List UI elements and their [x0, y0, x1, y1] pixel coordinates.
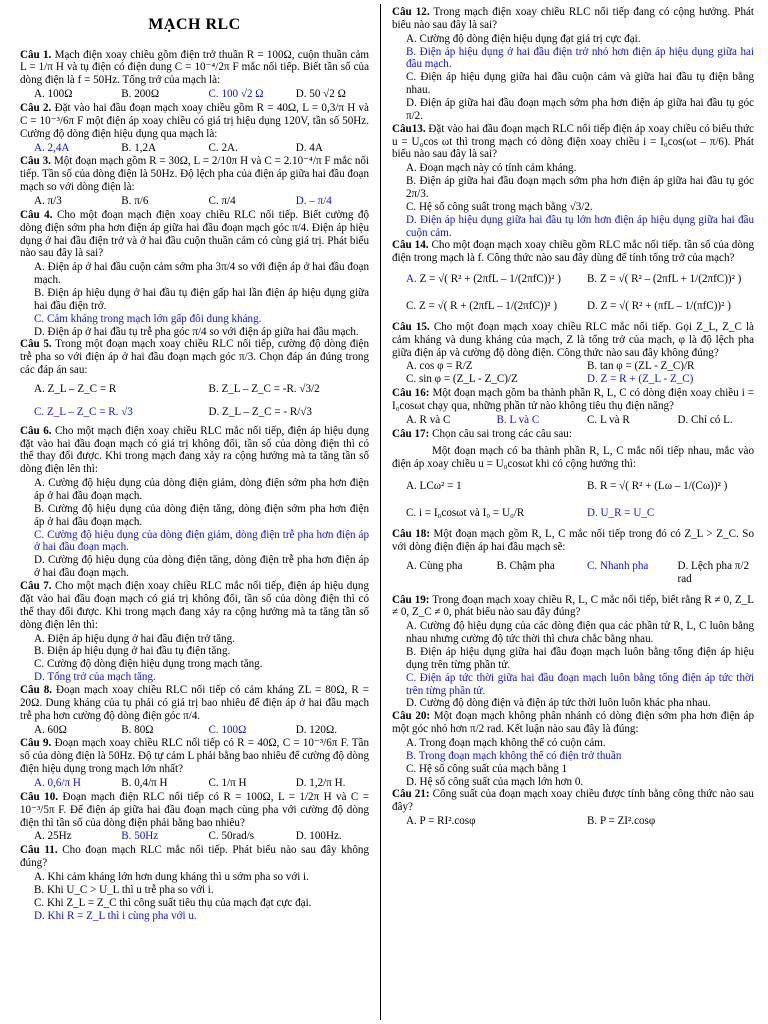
question-9	[20, 737, 369, 776]
question-19	[392, 594, 754, 620]
option-a: A. cos φ = R/Z	[406, 360, 473, 373]
option-a: A. 100Ω	[34, 88, 73, 101]
option-a: A. π/3	[34, 195, 62, 207]
option-b-answer: B. Điện áp hiệu dụng ở hai đầu điện trở nhỏ hơn điện áp hiệu dụng giữa hai đầu mạch.	[406, 45, 754, 71]
formula: Z = √( R² – (2πfL + 1/(2πfC))² )	[599, 273, 742, 286]
question-20	[392, 710, 754, 736]
question-number: Câu 7.	[20, 580, 52, 593]
option-c: C. 50rad/s	[208, 830, 255, 843]
options-1	[20, 88, 369, 101]
options-5	[20, 383, 369, 419]
options-9	[20, 777, 369, 790]
question-number: Câu 12.	[392, 6, 430, 18]
option-c: C. i = I₀cosωt và I₀ = U₀/R	[406, 507, 525, 520]
options-16	[392, 414, 754, 427]
question-8	[20, 684, 369, 723]
question-7	[20, 580, 369, 631]
option-b: B. Điện áp hiệu dụng ở hai đầu tụ điện tăng.	[34, 645, 231, 658]
option-d-answer: D. Tổng trở của mạch tăng.	[34, 671, 156, 684]
option-a: A. Cùng pha	[406, 559, 463, 572]
question-text: Một đoạn mạch gồm ba thành phần R, L, C có dòng điện xoay chiều i = I₀cosωt chạy qua, những phần tử nào không tiêu thụ điện năng?	[392, 387, 755, 413]
question-text: Cho một mạch điện xoay chiều RLC mắc nối tiếp, điện áp hiệu dụng đặt vào hai đầu đoạn mạch có giá trị không đổi, tần số của dòng điện thì có thể thay đổi được. Khi trong mạch đang xảy ra cộng hưởng mà ta tăng tần số dòng điện lên thì:	[20, 580, 369, 631]
option-a: A. Điện áp hiệu dụng ở hai đầu điện trở tăng.	[34, 632, 235, 645]
question-4	[20, 209, 369, 260]
question-text: Cho một đoạn mạch xoay chiều RLC mắc nối tiếp. Gọi Z_L, Z_C là cảm kháng và dung kháng của mạch, Z là tổng trở của mạch, φ là độ lệch pha giữa điện áp và cường độ dòng điện. Công thức nào sau đây không đúng?	[392, 320, 754, 359]
option-c-answer: C. Cường độ hiệu dụng của dòng điện giảm, dòng điện trễ pha hơn điện áp ở hai đầu đoạn mạch.	[34, 528, 369, 554]
options-21	[392, 815, 754, 828]
question-number: Câu 2.	[20, 101, 52, 114]
option-d-answer: D. Điện áp hiệu dụng giữa hai đầu tụ lớn hơn điện áp hiệu dụng giữa hai đầu cuộn cảm.	[406, 213, 754, 239]
page-title: MẠCH RLC	[148, 16, 241, 33]
question-number: Câu 1.	[20, 48, 52, 61]
options-2	[20, 142, 369, 155]
option-a: A. 60Ω	[34, 723, 67, 736]
options-8	[20, 724, 369, 737]
question-text: Cho một đoạn mạch điện xoay chiều RLC nối tiếp. Biết cường độ dòng điện sớm pha hơn điện áp giữa hai đầu đoạn mạch góc π/4. Điện áp hiệu dụng ở hai đầu điện trở và ở hai đầu cuộn thuần cảm có cùng giá trị. Phát biểu nào sau đây là sai?	[20, 208, 369, 260]
option-b	[573, 273, 754, 286]
question-number: Câu 19:	[392, 593, 430, 606]
option-d: D. Cường độ dòng điện và điện áp tức thời luôn luôn khác pha nhau.	[406, 697, 711, 710]
question-text: Đoạn mạch xoay chiều RLC nối tiếp có cảm kháng ZL = 80Ω, R = 20Ω. Dung kháng của tụ phải có giá trị bao nhiêu để điện áp ở hai đầu mạch trễ pha hơn cường độ dòng điện góc π/4.	[20, 683, 369, 722]
option-b: B. R = √( R² + (Lω – 1/(Cω))² )	[587, 480, 728, 493]
option-b: B. Điện áp hiệu dụng giữa hai đầu đoạn mạch luôn bằng tổng điện áp hiệu dụng trên từng phần tử.	[406, 645, 754, 671]
option-b-answer: B. Trong đoạn mạch không thể có điện trở thuần	[406, 749, 622, 762]
question-number: Câu 9.	[20, 737, 52, 750]
option-a: A. P = RI².cosφ	[406, 815, 476, 828]
left-column	[20, 14, 369, 922]
option-label: B.	[587, 273, 598, 286]
option-c-answer: C. 100 √2 Ω	[208, 88, 264, 101]
question-number: Câu 21:	[392, 788, 430, 801]
option-d: D. Hệ số công suất của mạch lớn hơn 0.	[406, 775, 584, 788]
option-c: C. 2A.	[208, 141, 238, 154]
option-a-answer: A. 2,4A	[34, 141, 70, 154]
question-text: Đặt vào hai đầu đoạn mạch RLC nối tiếp điện áp xoay chiều có biểu thức u = U₀cos ωt thì trong mạch có dòng điện xoay chiều i = I₀cos(ωt – π/6). Phát biểu nào sau đây là sai?	[392, 122, 754, 161]
option-d-answer: D. Z = R + (Z_L - Z_C)	[587, 373, 694, 386]
question-number: Câu 14.	[392, 239, 429, 252]
question-text: Trong mạch điện xoay chiều RLC nối tiếp đang có cộng hưởng. Phát biểu nào sau đây là sai?	[392, 6, 754, 31]
question-text: Cho đoạn mạch RLC mắc nối tiếp. Phát biểu nào sau đây không đúng?	[20, 844, 369, 870]
option-a	[392, 273, 573, 286]
question-text: Đoạn mạch xoay chiều RLC nối tiếp có R = 40Ω, C = 10⁻³/6π F. Tần số của dòng điện là 50Hz. Độ tự cảm L phải bằng bao nhiêu để cường độ dòng điện hiệu dụng trong mạch lớn nhất?	[20, 737, 369, 776]
question-number: Câu 10.	[20, 790, 59, 803]
option-d: D. Cường độ hiệu dụng của dòng điện tăng, dòng điện trễ pha hơn điện áp ở hai đầu đoạn mạch.	[34, 554, 369, 580]
option-d-answer: D. U_R = U_C	[587, 507, 655, 520]
question-2	[20, 102, 369, 141]
question-text: Trong một đoạn mạch xoay chiều RLC nối tiếp, cường độ dòng điện trễ pha so với điện áp ở hai đầu đoạn mạch góc π/3. Chọn đáp án đúng trong các đáp án sau:	[20, 338, 370, 377]
option-d: D. 120Ω.	[295, 723, 337, 736]
formula: Z = √( R² + (πfL – 1/(πfC))² )	[600, 300, 731, 313]
question-text: Cho một đoạn mạch xoay chiều gồm RLC mắc nối tiếp. tần số của dòng điện trong mạch là f. Công thức nào sau đây dùng để tính tổng trở của mạch?	[392, 239, 754, 265]
option-c: C. Điện áp hiệu dụng giữa hai đầu cuộn cảm và giữa hai đầu tụ điện bằng nhau.	[406, 71, 754, 97]
option-a: A. Đoạn mạch này có tính cảm kháng.	[406, 162, 577, 175]
question-18	[392, 528, 754, 554]
option-b-answer: B. L và C	[496, 413, 540, 426]
option-b: B. Cường độ hiệu dụng của dòng điện tăng, dòng điện sớm pha hơn điện áp ở hai đầu đoạn mạch.	[34, 502, 369, 528]
question-text: Chọn câu sai trong các câu sau:	[432, 427, 572, 440]
option-b: B. Z_L – Z_C = -R. √3/2	[208, 383, 320, 396]
option-c: C. π/4	[208, 195, 236, 207]
option-b: B. 80Ω	[121, 723, 154, 736]
question-3	[20, 155, 369, 194]
option-d: D. Chỉ có L.	[677, 413, 733, 426]
option-d: D. 50 √2 Ω	[295, 88, 346, 101]
options-10	[20, 830, 369, 843]
option-d: D. Z_L – Z_C = - R/√3	[208, 405, 312, 418]
option-c: C. Hệ số công suất trong mạch bằng √3/2.	[406, 200, 593, 213]
option-a-answer: A. 0,6/π H	[34, 776, 81, 789]
question-text: Cho một mạch điện xoay chiều RLC mắc nối tiếp, điện áp hiệu dụng đặt vào hai đầu đoạn mạch có giá trị không đổi, tần số của dòng điện thì có thể thay đổi được. Khi trong mạch đang xảy ra cộng hưởng mà ta tăng tần số dòng điện lên thì:	[20, 424, 369, 476]
option-c: C. Hệ số công suất của mạch bằng 1	[406, 762, 568, 775]
option-c: C. L và R	[587, 413, 630, 426]
option-a: A. LCω² = 1	[406, 480, 462, 493]
question-number: Câu 6.	[20, 424, 52, 437]
options-3	[20, 195, 369, 208]
option-label: A.	[406, 273, 417, 286]
options-17	[392, 480, 754, 520]
option-d: D. Điện áp ở hai đầu tụ trễ pha góc π/4 so với điện áp giữa hai đầu mạch.	[34, 325, 359, 338]
question-number: Câu 8.	[20, 683, 53, 696]
option-b: B. tan φ = (ZL - Z_C)/R	[587, 360, 695, 373]
option-b: B. Khi U_C > U_L thì u trễ pha so với i.	[34, 883, 214, 896]
question-10	[20, 791, 369, 830]
option-a: A. Trong đoạn mạch không thể có cuộn cảm.	[406, 736, 606, 749]
question-number: Câu 18:	[392, 528, 431, 541]
question-1	[20, 49, 369, 88]
option-b: B. P = ZI².cosφ	[587, 815, 656, 828]
option-d	[573, 300, 754, 313]
option-d: D. 4A	[295, 141, 323, 154]
option-b: B. π/6	[121, 195, 149, 207]
option-b: B. 200Ω	[121, 88, 160, 101]
option-d: D. Lệch pha π/2 rad	[677, 559, 750, 585]
question-17	[392, 428, 754, 441]
formula: Z = √( R² + (2πfL – 1/(2πfC))² )	[419, 273, 561, 286]
option-c-answer: C. Z_L – Z_C = R. √3	[34, 405, 133, 418]
option-a: A. Cường độ dòng điện hiệu dụng đạt giá trị cực đại.	[406, 32, 641, 45]
question-16	[392, 387, 754, 413]
option-c-answer: C. Nhanh pha	[587, 559, 649, 572]
question-5	[20, 338, 369, 377]
option-a: A. R và C	[406, 413, 451, 426]
options-18	[392, 560, 754, 586]
option-d-answer: D. – π/4	[295, 195, 332, 207]
option-d: D. 100Hz.	[295, 830, 342, 843]
formula: Z = √( R + (2πfL – 1/(2πfC))² )	[418, 300, 558, 313]
option-c	[392, 300, 573, 313]
question-17-stem: Một đoạn mạch có ba thành phần R, L, C mắc nối tiếp nhau, mắc vào điện áp xoay chiều u = U₀cosωt khi có cộng hưởng thì:	[392, 444, 754, 470]
question-number: Câu 4.	[20, 208, 53, 221]
option-a: A. Khi cảm kháng lớn hơn dung kháng thì u sớm pha so với i.	[34, 870, 309, 883]
option-c-answer: C. Cảm kháng trong mạch lớn gấp đôi dung kháng.	[34, 312, 262, 325]
question-13	[392, 123, 754, 162]
option-c-answer: C. 100Ω	[208, 723, 247, 736]
question-number: Câu 20:	[392, 710, 431, 723]
option-c: C. Cường độ dòng điện hiệu dụng trong mạch tăng.	[34, 658, 263, 671]
option-c-answer: C. Điện áp tức thời giữa hai đầu đoạn mạch luôn bằng tổng điện áp tức thời trên từng phần tử.	[406, 671, 754, 697]
option-b: B. 1,2A	[121, 141, 157, 154]
option-d: D. Điện áp giữa hai đầu đoạn mạch sớm pha hơn điện áp giữa hai đầu tụ góc π/2.	[406, 97, 754, 122]
option-c: C. sin φ = (Z_L - Z_C)/Z	[406, 373, 518, 386]
question-6	[20, 425, 369, 476]
option-c: C. 1/π H	[208, 776, 247, 789]
question-number: Câu 11.	[20, 844, 58, 857]
option-c: C. Khi Z_L = Z_C thì công suất tiêu thụ của mạch đạt cực đại.	[34, 896, 312, 909]
option-label: C.	[406, 300, 417, 313]
question-number: Câu 5.	[20, 338, 52, 351]
option-a: A. Điện áp ở hai đầu cuộn cảm sớm pha 3π/4 so với điện áp ở hai đầu đoạn mạch.	[34, 261, 369, 287]
question-text: Đoạn mạch điện RLC nối tiếp có R = 100Ω, L = 1/2π H và C = 10⁻³/5π F. Để điện áp giữa hai đầu đoạn mạch cùng pha với cường độ dòng điện thì tần số của dòng điện phải bằng bao nhiêu?	[20, 790, 369, 829]
column-divider	[380, 4, 381, 1020]
option-d: D. 1,2/π H.	[295, 776, 346, 789]
options-15	[392, 360, 754, 386]
question-number: Câu 16:	[392, 387, 430, 400]
question-text: Trong đoạn mạch xoay chiều R, L, C mắc nối tiếp, biết rằng R ≠ 0, Z_L ≠ 0, Z_C ≠ 0, phát biểu nào sau đây đúng?	[392, 593, 754, 619]
option-b: B. 0,4/π H	[121, 776, 168, 789]
question-14	[392, 239, 754, 265]
option-b: B. Chậm pha	[496, 559, 555, 572]
option-b-answer: B. 50Hz	[121, 830, 159, 843]
option-a: A. Cường độ hiệu dụng của dòng điện giảm, dòng điện sớm pha hơn điện áp ở hai đầu đoạn mạch.	[34, 477, 369, 503]
options-14	[392, 273, 754, 313]
question-text: Công suất của đoạn mạch xoay chiều được tính bằng công thức nào sau đây?	[392, 788, 754, 814]
option-b: B. Điện áp hiệu dụng ở hai đầu tụ điện gấp hai lần điện áp hiệu dụng giữa hai đầu điện trở.	[34, 287, 369, 312]
question-text: Đặt vào hai đầu đoạn mạch xoay chiều gồm R = 40Ω, L = 0,3/π H và C = 10⁻³/6π F một điện áp xoay chiều có giá trị hiệu dụng 120V, tần số 50Hz. Cường độ dòng điện hiệu dụng qua mạch là:	[20, 101, 369, 140]
question-text: Một đoạn mạch gồm R, L, C mắc nối tiếp trong đó có Z_L > Z_C. So với dòng điện điện áp hai đầu mạch sẽ:	[392, 528, 754, 553]
option-label: D.	[587, 300, 598, 313]
option-a: A. 25Hz	[34, 830, 72, 843]
option-d-answer: D. Khi R = Z_L thì i cùng pha với u.	[34, 909, 197, 922]
question-12	[392, 6, 754, 32]
question-text: Một đoạn mạch gồm R = 30Ω, L = 2/10π H và C = 2.10⁻⁴/π F mắc nối tiếp. Tần số của dòng điện là 50Hz. Độ lệch pha của điện áp giữa hai đầu đoạn mạch so với dòng điện là:	[20, 155, 370, 194]
question-15	[392, 321, 754, 360]
option-a: A. Z_L – Z_C = R	[34, 383, 117, 396]
question-number: Câu 15.	[392, 320, 430, 333]
question-text: Mạch điện xoay chiều gồm điện trở thuần R = 100Ω, cuộn thuần cảm L = 1/π H và tụ điện có điện dung C = 10⁻⁴/2π F mắc nối tiếp. Biết tần số của dòng điện là f = 50Hz. Tổng trở của mạch là:	[20, 48, 369, 87]
question-number: Câu 17:	[392, 427, 430, 440]
right-column	[392, 6, 754, 829]
question-21	[392, 788, 754, 814]
option-a: A. Cường độ hiệu dụng của các dòng điện qua các phần tử R, L, C luôn bằng nhau nhưng cường độ tức thời thì chưa chắc bằng nhau.	[406, 620, 754, 646]
question-number: Câu13.	[392, 122, 426, 135]
question-text: Một đoạn mạch không phân nhánh có dòng điện sớm pha hơn điện áp một góc nhỏ hơn π/2 rad. Kết luận nào sau đây là đúng:	[392, 710, 754, 736]
question-11	[20, 844, 369, 870]
question-number: Câu 3.	[20, 155, 51, 168]
option-b: B. Điện áp giữa hai đầu đoạn mạch sớm pha hơn điện áp giữa hai đầu tụ góc 2π/3.	[406, 175, 754, 201]
